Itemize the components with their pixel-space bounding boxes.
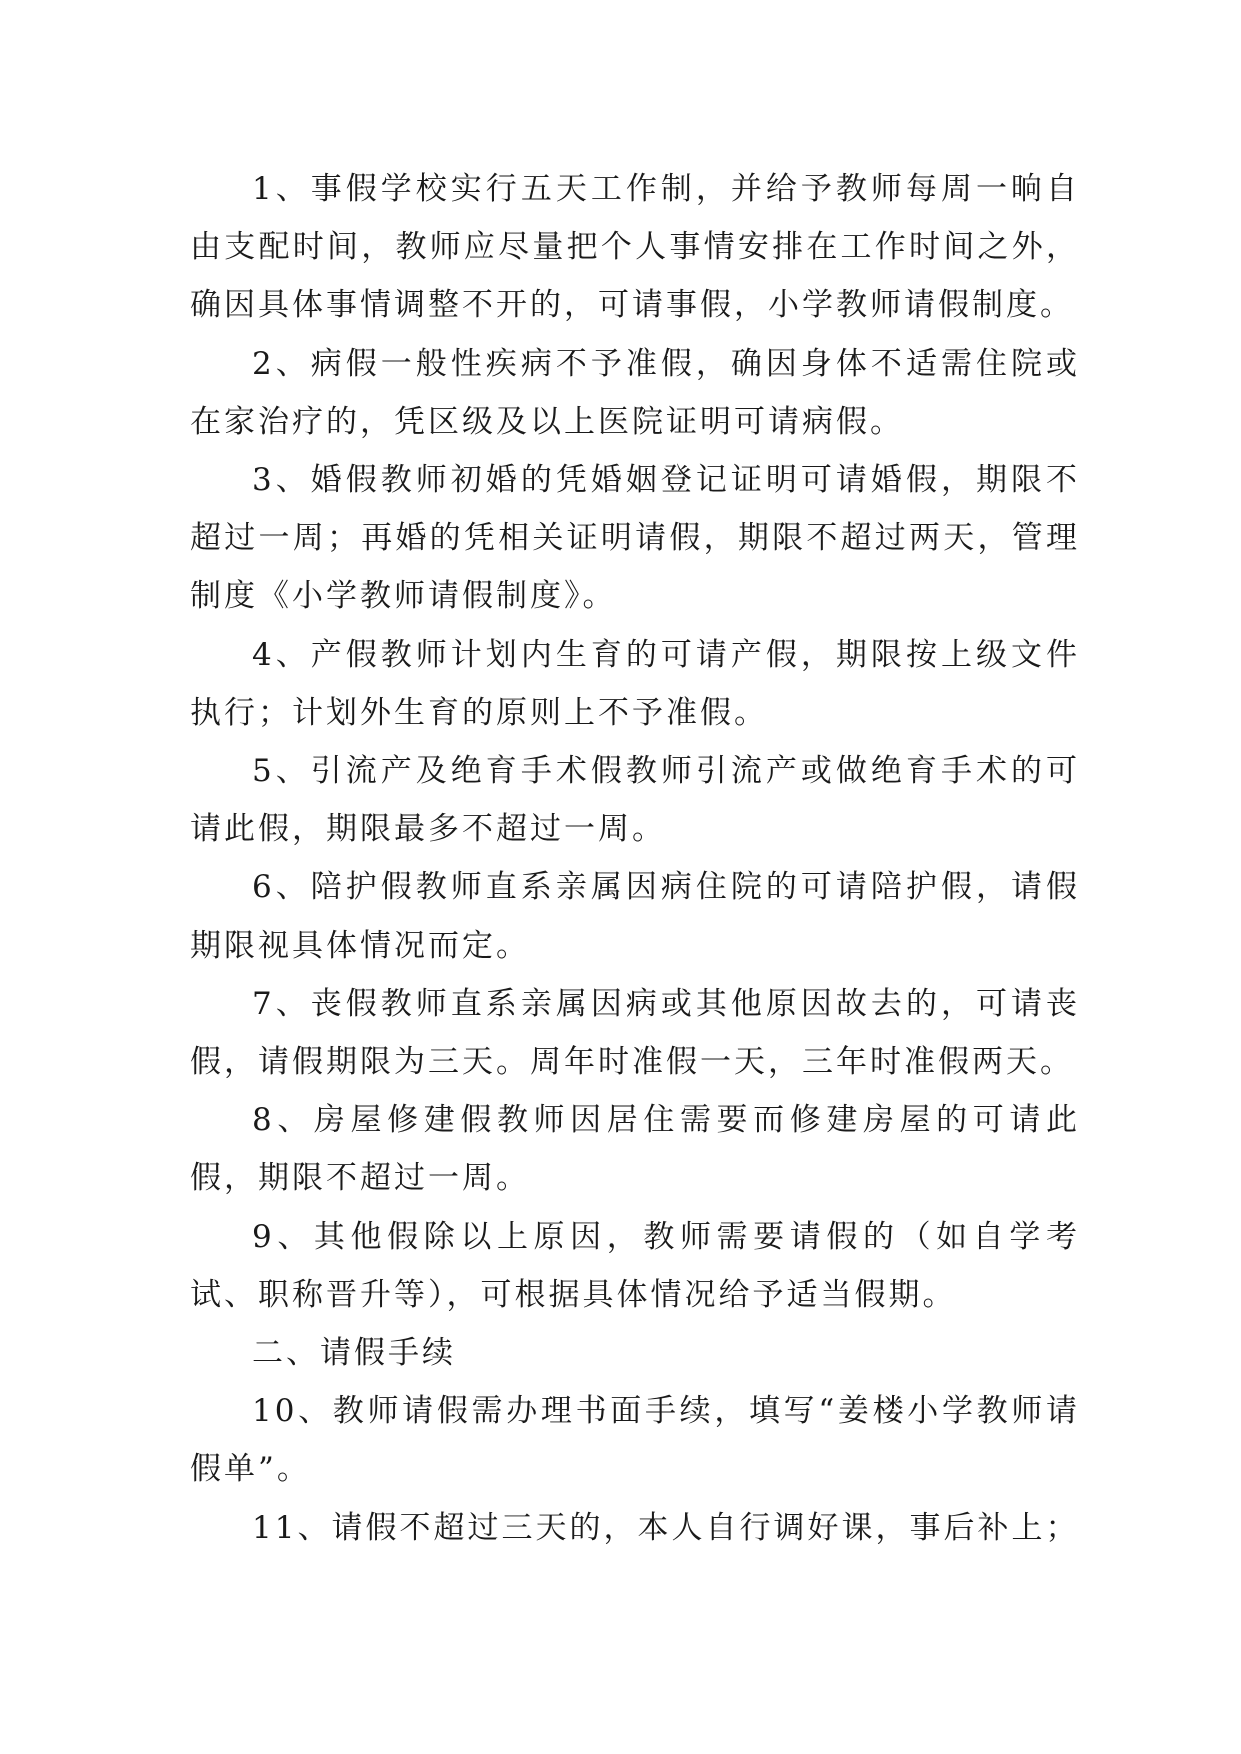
section-heading-leave-procedure: 二、请假手续	[252, 1335, 456, 1372]
paragraph-bereavement-leave: 7、丧假教师直系亲属因病或其他原因故去的，可请丧假，请假期限为三天。周年时准假一天，三年时准假两天。	[190, 985, 1080, 1081]
paragraph-maternity-leave: 4、产假教师计划内生育的可请产假，期限按上级文件执行；计划外生育的原则上不予准假。	[190, 636, 1080, 731]
paragraph-house-repair-leave: 8、房屋修建假教师因居住需要而修建房屋的可请此假，期限不超过一周。	[190, 1102, 1080, 1197]
paragraph-surgery-leave: 5、引流产及绝育手术假教师引流产或做绝育手术的可请此假，期限最多不超过一周。	[190, 753, 1080, 848]
paragraph-sick-leave: 2、病假一般性疾病不予准假，确因身体不适需住院或在家治疗的，凭区级及以上医院证明可请病假。	[190, 345, 1080, 440]
paragraph-marriage-leave: 3、婚假教师初婚的凭婚姻登记证明可请婚假，期限不超过一周；再婚的凭相关证明请假，期限不超过两天，管理制度《小学教师请假制度》。	[190, 462, 1080, 615]
document-body	[190, 160, 1080, 1557]
paragraph-personal-leave: 1、事假学校实行五天工作制，并给予教师每周一晌自由支配时间，教师应尽量把个人事情安排在工作时间之外，确因具体事情调整不开的，可请事假，小学教师请假制度。	[190, 171, 1080, 324]
paragraph-short-leave: 11、请假不超过三天的，本人自行调好课，事后补上；	[252, 1509, 1080, 1546]
paragraph-caregiver-leave: 6、陪护假教师直系亲属因病住院的可请陪护假，请假期限视具体情况而定。	[190, 869, 1080, 964]
paragraph-other-leave: 9、其他假除以上原因，教师需要请假的（如自学考试、职称晋升等），可根据具体情况给予适当假期。	[190, 1218, 1080, 1313]
paragraph-written-procedure: 10、教师请假需办理书面手续，填写“姜楼小学教师请假单”。	[190, 1393, 1080, 1488]
